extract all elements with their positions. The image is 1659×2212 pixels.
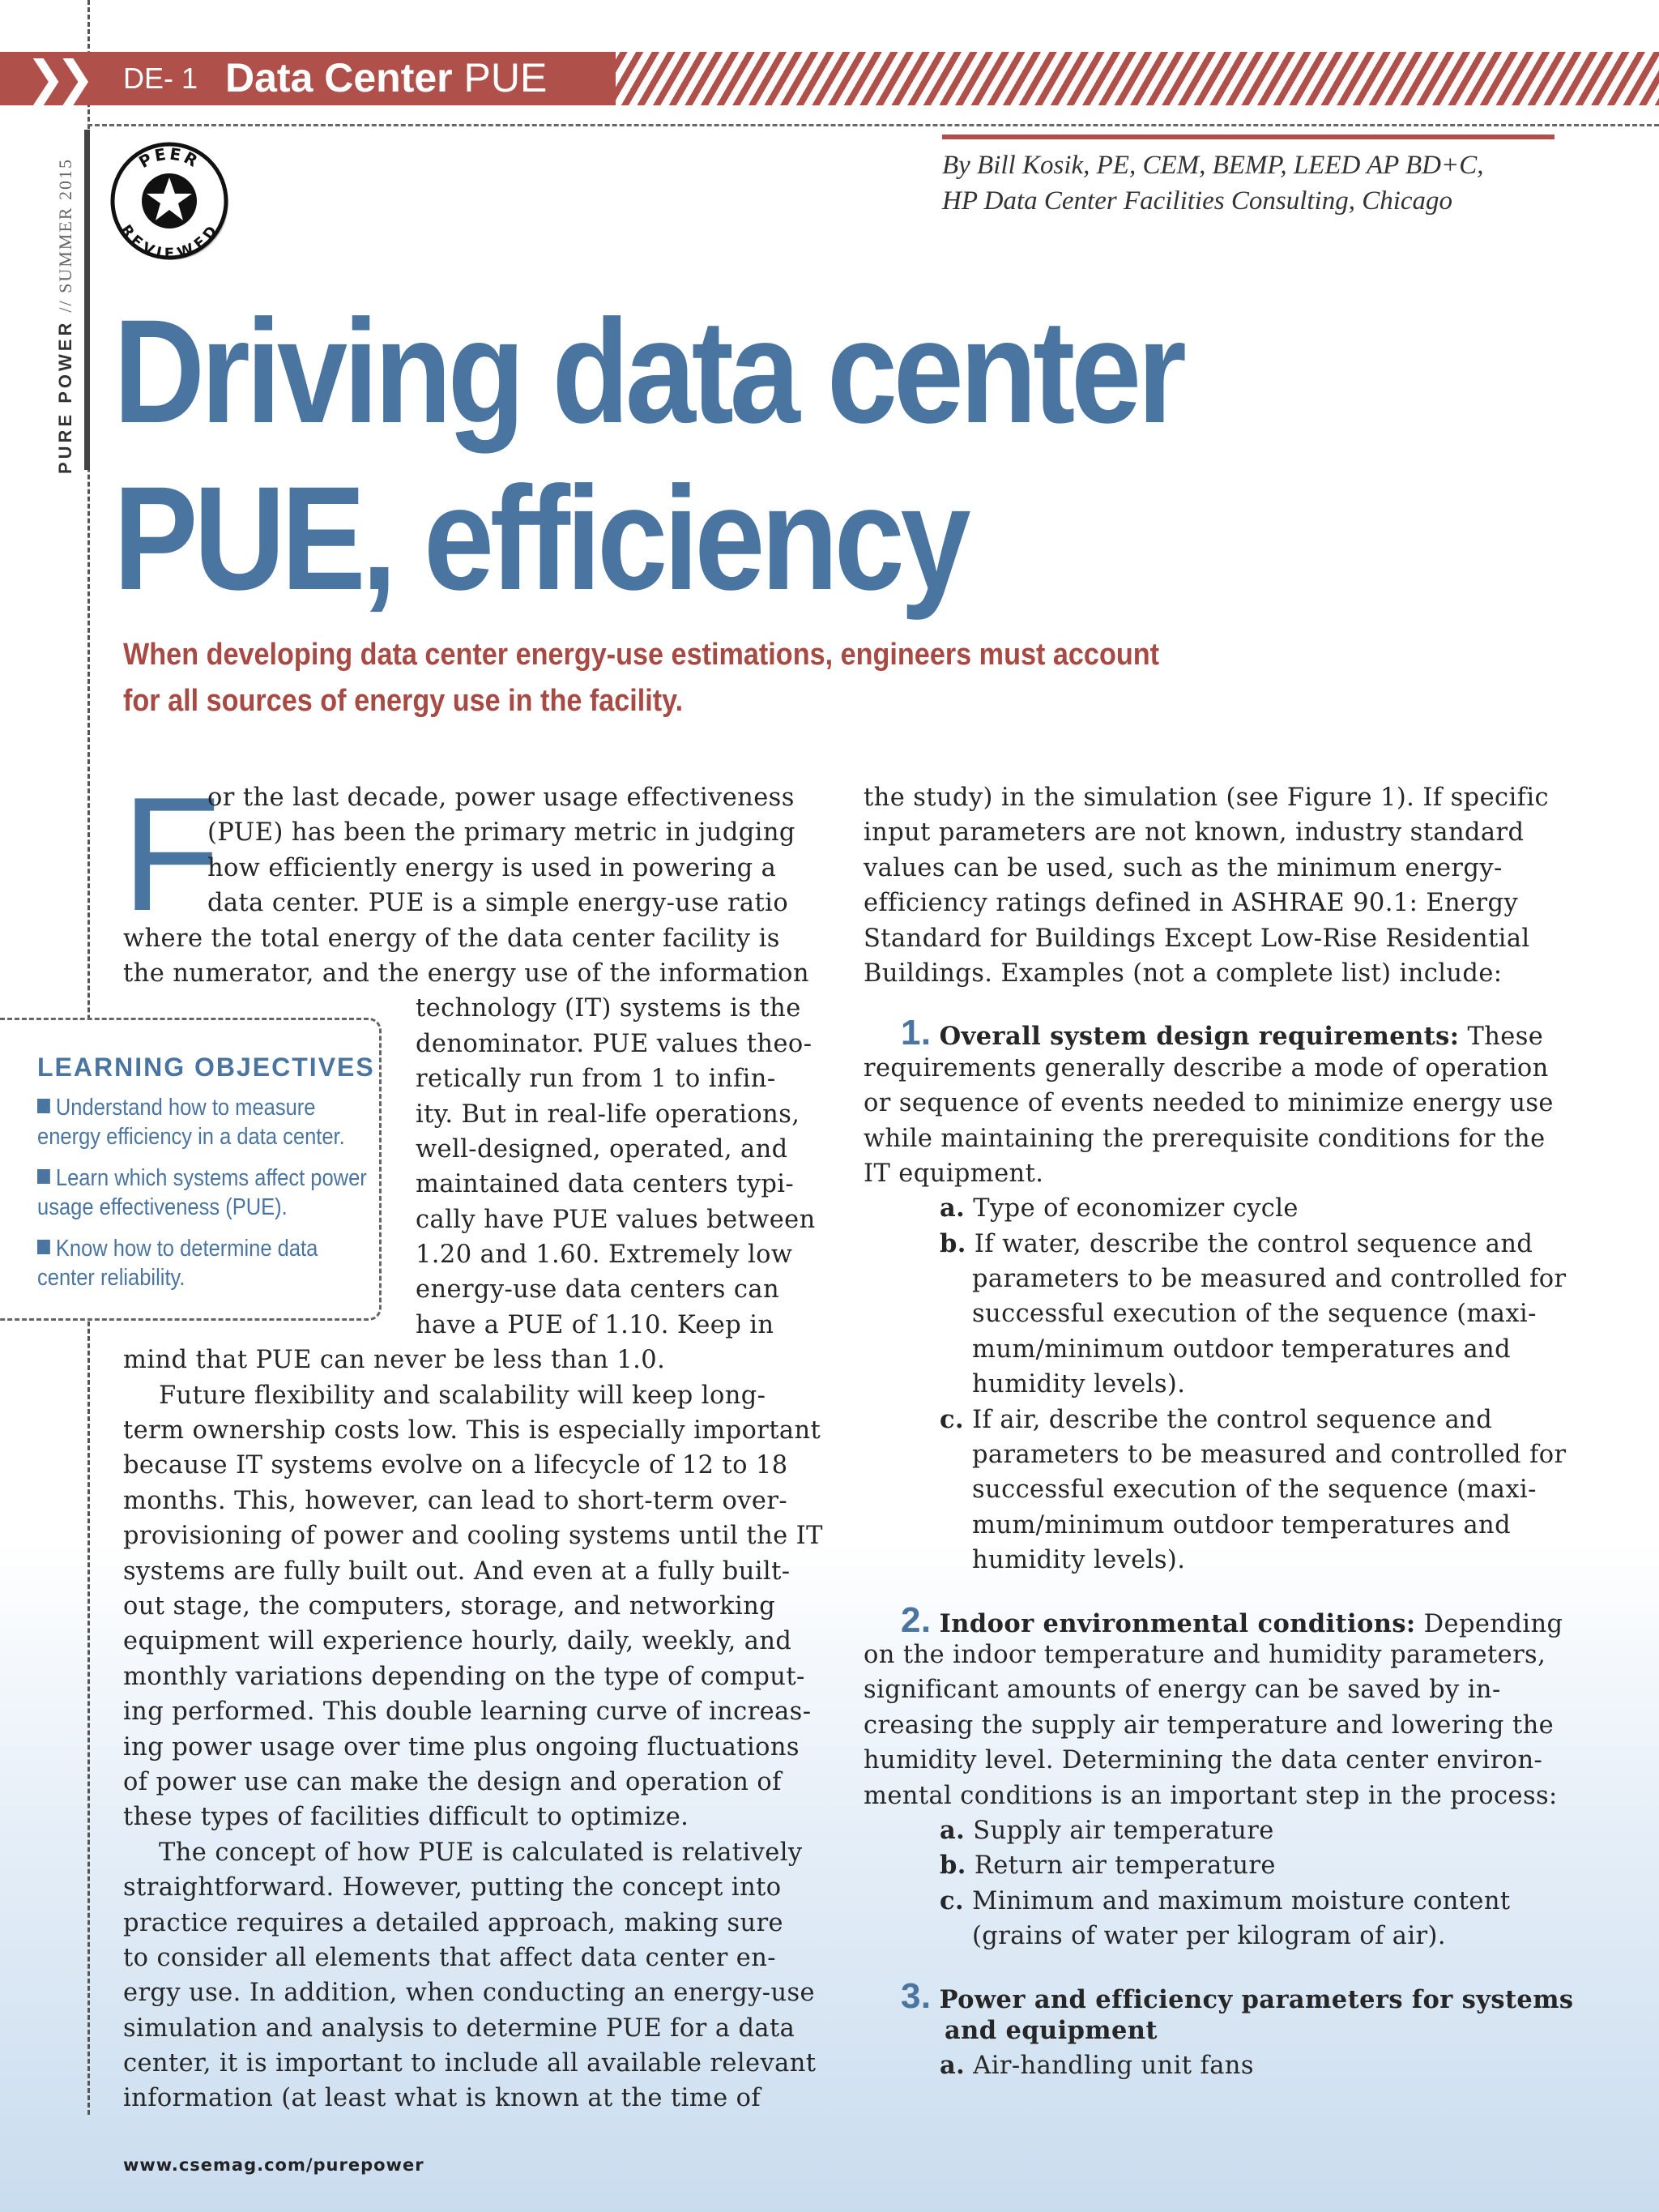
item-2-heading: 2. Indoor environmental conditions: Depending [901, 1599, 1563, 1640]
item-3-heading: 3. Power and efficiency parameters for systems [901, 1975, 1574, 2016]
text-line: ity. But in real-life operations, [416, 1100, 800, 1129]
double-chevron-icon: ❯❯ [26, 50, 86, 105]
article-title [113, 288, 1367, 621]
item-number: 2. [901, 1599, 932, 1640]
sub-item: a. Type of economizer cycle [940, 1194, 1299, 1223]
text-line: Standard for Buildings Except Low-Rise Residential [864, 924, 1530, 953]
text-line: mum/minimum outdoor temperatures and [972, 1510, 1511, 1539]
title-line: PUE, efficiency [113, 455, 967, 621]
text-line: maintained data centers typi- [416, 1170, 795, 1199]
deck-line: for all sources of energy use in the facility. [123, 684, 684, 718]
sub-item: a. Air-handling unit fans [940, 2051, 1254, 2081]
text-line: cally have PUE values between [416, 1205, 816, 1234]
text-line: information (at least what is known at the time of [123, 2084, 761, 2113]
text-line: successful execution of the sequence (maxi- [972, 1300, 1537, 1329]
text-line: and equipment [945, 2015, 1158, 2045]
text-line: creasing the supply air temperature and lowering the [864, 1710, 1555, 1740]
text-line: humidity levels). [972, 1370, 1186, 1399]
text-line: mind that PUE can never be less than 1.0. [123, 1346, 666, 1375]
text-line: systems are fully built out. And even at a fully built- [123, 1557, 791, 1586]
byline-rule [942, 135, 1555, 139]
learning-objectives-box [0, 1018, 382, 1321]
text-line: equipment will experience hourly, daily, weekly, and [123, 1627, 792, 1656]
text-line: humidity level. Determining the data center environ- [864, 1746, 1543, 1775]
text-line: on the indoor temperature and humidity parameters, [864, 1640, 1546, 1669]
side-rule [84, 130, 90, 470]
list-item: Know how to determine data center reliability. [37, 1236, 318, 1291]
article-deck [123, 632, 1290, 724]
square-bullet-icon [37, 1240, 50, 1254]
text-line: straightforward. However, putting the concept into [123, 1873, 782, 1902]
text-line: practice requires a detailed approach, making sure [123, 1908, 784, 1937]
text-line: to consider all elements that affect data center en- [123, 1943, 776, 1972]
text-line: parameters to be measured and controlled for [972, 1441, 1567, 1470]
section-header-band [0, 52, 1659, 105]
sub-item: c. If air, describe the control sequence and [940, 1404, 1493, 1434]
text-line: mum/minimum outdoor temperatures and [972, 1334, 1511, 1364]
section-title: Data Center PUE [225, 55, 548, 100]
item-number: 1. [901, 1013, 932, 1053]
text-line: efficiency ratings defined in ASHRAE 90.1: Energy [864, 889, 1519, 918]
square-bullet-icon [37, 1169, 50, 1184]
text-line: (grains of water per kilogram of air). [972, 1922, 1446, 1951]
text-line: monthly variations depending on the type of comput- [123, 1662, 805, 1691]
text-line: energy-use data centers can [416, 1275, 779, 1305]
item-number: 3. [901, 1975, 932, 2016]
text-line: because IT systems evolve on a lifecycle of 12 to 18 [123, 1451, 788, 1480]
svg-text:PEER: PEER [135, 143, 203, 173]
text-line: of power use can make the design and operation of [123, 1767, 782, 1796]
text-line: significant amounts of energy can be saved by in- [864, 1676, 1501, 1705]
text-line: humidity levels). [972, 1546, 1186, 1575]
text-line: have a PUE of 1.10. Keep in [416, 1310, 774, 1339]
text-line: ergy use. In addition, when conducting an energy-use [123, 1979, 815, 2008]
learning-objectives-list [37, 1093, 367, 1305]
text-line: requirements generally describe a mode of operation [864, 1053, 1549, 1083]
list-item: Learn which systems affect power usage effectiveness (PUE). [37, 1165, 367, 1220]
item-1-heading: 1. Overall system design requirements: These [901, 1013, 1544, 1053]
text-line: out stage, the computers, storage, and networking [123, 1591, 776, 1621]
svg-text:REVIEWED: REVIEWED [117, 221, 222, 262]
text-line: while maintaining the prerequisite conditions for the [864, 1124, 1546, 1153]
text-line: 1.20 and 1.60. Extremely low [416, 1241, 793, 1270]
square-bullet-icon [37, 1099, 50, 1113]
text-line: retically run from 1 to infin- [416, 1065, 776, 1094]
text-line: ing performed. This double learning curve of increas- [123, 1697, 812, 1727]
text-line: parameters to be measured and controlled for [972, 1265, 1567, 1294]
text-line: or the last decade, power usage effectiveness [207, 784, 795, 812]
header-dashed-line [87, 124, 1659, 126]
publication-name: PURE POWER [55, 319, 75, 474]
text-line: the study) in the simulation (see Figure 1). If specific [864, 784, 1549, 812]
section-header-solid [0, 52, 616, 105]
issue-label: // SUMMER 2015 [55, 158, 75, 313]
text-line: simulation and analysis to determine PUE for a data [123, 2013, 795, 2043]
body-column-2 [864, 780, 1576, 2084]
text-line: input parameters are not known, industry standard [864, 818, 1525, 848]
text-line: term ownership costs low. This is especially important [123, 1416, 821, 1445]
sub-item: b. Return air temperature [940, 1851, 1276, 1881]
text-line: Future flexibility and scalability will keep long- [159, 1381, 766, 1410]
learning-objectives-heading: LEARNING OBJECTIVES [37, 1053, 375, 1082]
text-line: data center. PUE is a simple energy-use ratio [207, 889, 789, 918]
text-line: well-designed, operated, and [416, 1134, 788, 1164]
text-line: technology (IT) systems is the [416, 994, 801, 1023]
byline [942, 147, 1483, 219]
text-line: values can be used, such as the minimum energy- [864, 853, 1503, 882]
section-code: DE- 1 [123, 62, 198, 95]
sub-item: b. If water, describe the control sequence and [940, 1228, 1533, 1258]
text-line: successful execution of the sequence (maxi- [972, 1475, 1537, 1505]
text-line: IT equipment. [864, 1159, 1044, 1188]
text-line: where the total energy of the data center facility is [123, 924, 780, 953]
drop-cap: F [122, 764, 221, 945]
affiliation-line: HP Data Center Facilities Consulting, Chicago [942, 186, 1453, 216]
list-item: Understand how to measure energy efficiency in a data center. [37, 1095, 345, 1150]
text-line: ing power usage over time plus ongoing fluctuations [123, 1732, 800, 1761]
peer-reviewed-badge [109, 140, 230, 262]
text-line: provisioning of power and cooling systems until the IT [123, 1522, 823, 1551]
text-line: or sequence of events needed to minimize energy use [864, 1089, 1554, 1118]
text-line: (PUE) has been the primary metric in judging [207, 818, 795, 848]
text-line: denominator. PUE values theo- [416, 1029, 812, 1058]
text-line: center, it is important to include all available relevant [123, 2049, 817, 2078]
text-line: months. This, however, can lead to short-term over- [123, 1486, 788, 1515]
body-column-1 [123, 780, 823, 2116]
text-line: how efficiently energy is used in powering a [207, 853, 777, 882]
author-line: By Bill Kosik, PE, CEM, BEMP, LEED AP BD+C, [942, 151, 1484, 180]
text-line: The concept of how PUE is calculated is relatively [159, 1838, 803, 1867]
title-line: Driving data center [113, 288, 1183, 454]
text-line: the numerator, and the energy use of the information [123, 959, 809, 988]
text-line: mental conditions is an important step in the process: [864, 1781, 1558, 1810]
text-line: Buildings. Examples (not a complete list) include: [864, 959, 1503, 988]
deck-line: When developing data center energy-use estimations, engineers must account [123, 638, 1160, 672]
side-label [55, 158, 76, 474]
sub-item: c. Minimum and maximum moisture content [940, 1885, 1511, 1915]
footer-url: www.csemag.com/purepower [123, 2155, 424, 2175]
sub-item: a. Supply air temperature [940, 1815, 1274, 1845]
text-line: these types of facilities difficult to optimize. [123, 1803, 689, 1832]
